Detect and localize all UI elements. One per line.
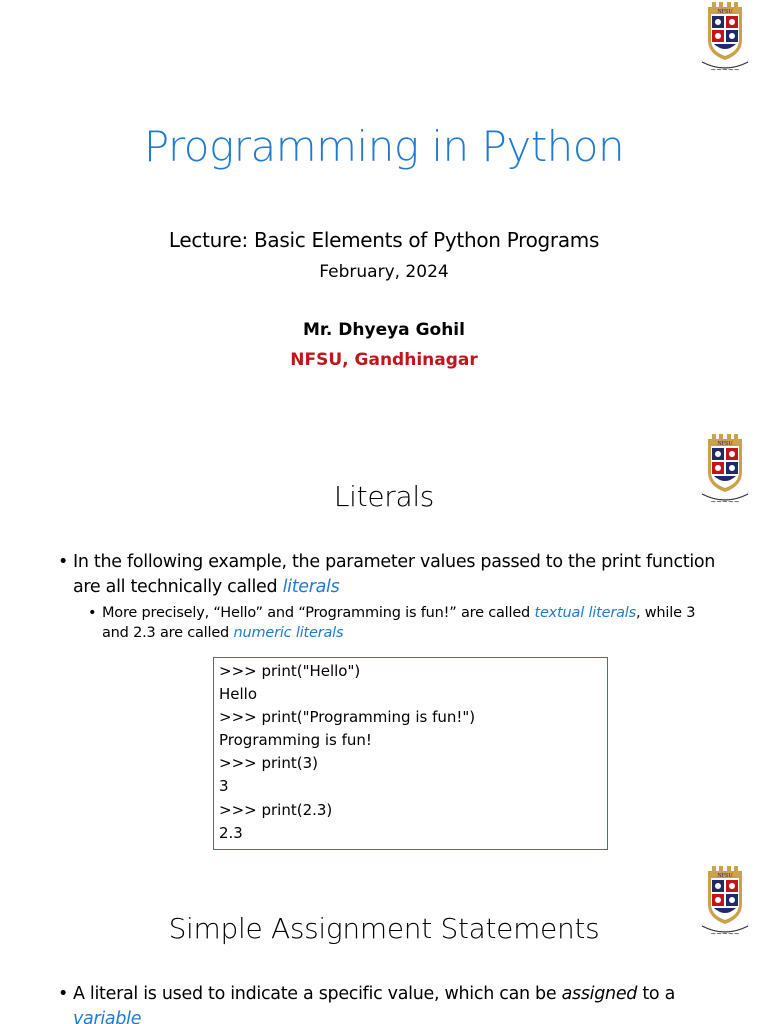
- bullet-dot-icon: •: [58, 984, 69, 1004]
- nfsu-logo-icon: [700, 2, 750, 76]
- emphasis-numeric-literals: numeric literals: [233, 625, 344, 641]
- emphasis-assigned: assigned: [561, 984, 638, 1004]
- slide-title: Simple Assignment Statements: [168, 912, 600, 945]
- sub-bullet-item: [88, 603, 708, 643]
- code-line: >>> print("Programming is fun!"): [219, 708, 476, 727]
- presentation-title: Programming in Python: [143, 122, 625, 171]
- code-line: 3: [219, 777, 229, 796]
- bullet-item: [58, 982, 718, 1024]
- code-line: >>> print(2.3): [219, 800, 333, 819]
- emphasis-variable: variable: [73, 1009, 142, 1024]
- svg-text:~~~~~: ~~~~~: [710, 498, 740, 506]
- code-line: 2.3: [219, 823, 243, 842]
- sub-bullet-text: More precisely, “Hello” and “Programming is fun!” are called: [102, 605, 535, 621]
- code-line: Programming is fun!: [219, 731, 372, 750]
- bullet-text: A literal is used to indicate a specific value, which can be: [73, 984, 562, 1004]
- svg-text:NFSU: NFSU: [717, 441, 733, 447]
- institution-name: NFSU, Gandhinagar: [290, 350, 478, 370]
- bullet-text: to a: [637, 984, 676, 1004]
- sub-bullet-text: , while 3 and 2.3 are called: [102, 605, 696, 641]
- assignment-slide: [0, 864, 768, 1024]
- code-example-box: [213, 657, 608, 850]
- title-slide: [0, 0, 768, 432]
- literals-slide: [0, 432, 768, 864]
- code-line: >>> print("Hello"): [219, 662, 361, 680]
- bullet-item: [58, 550, 718, 600]
- code-line: >>> print(3): [219, 754, 318, 773]
- lecture-date: February, 2024: [319, 262, 449, 282]
- svg-text:NFSU: NFSU: [717, 9, 733, 15]
- code-line: Hello: [219, 685, 258, 704]
- slide-title: Literals: [333, 480, 435, 513]
- emphasis-textual-literals: textual literals: [534, 605, 636, 621]
- bullet-dot-icon: •: [58, 552, 69, 572]
- bullet-dot-icon: •: [88, 605, 97, 621]
- author-name: Mr. Dhyeya Gohil: [303, 320, 465, 340]
- emphasis-literals: literals: [282, 577, 340, 597]
- svg-text:NFSU: NFSU: [717, 873, 733, 879]
- svg-text:~~~~~: ~~~~~: [710, 930, 740, 938]
- lecture-subtitle: Lecture: Basic Elements of Python Programs: [168, 228, 600, 252]
- svg-text:~~~~~: ~~~~~: [710, 66, 740, 74]
- bullet-text: In the following example, the parameter values passed to the print function are all technically called: [73, 552, 716, 597]
